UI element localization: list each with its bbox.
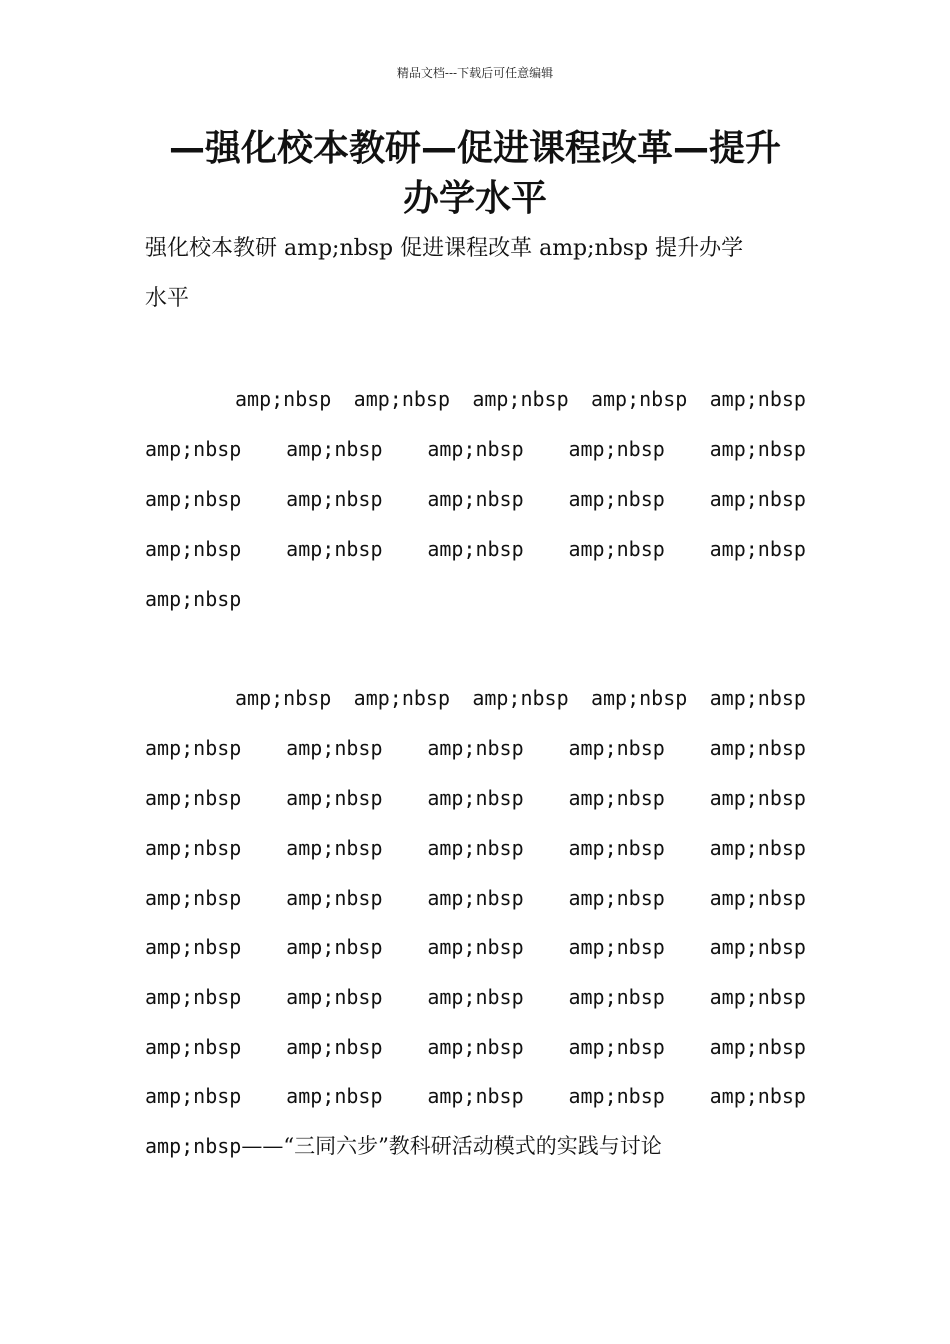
paragraph-2-line-1: [235, 673, 806, 723]
nbsp-token: amp;nbsp: [709, 786, 806, 810]
nbsp-token: amp;nbsp: [709, 736, 806, 760]
nbsp-token: amp;nbsp: [427, 886, 524, 910]
nbsp-token: amp;nbsp: [709, 487, 806, 511]
nbsp-token: amp;nbsp: [590, 387, 688, 411]
nbsp-token: amp;nbsp: [590, 686, 688, 710]
nbsp-token: amp;nbsp: [353, 387, 450, 411]
nbsp-token: amp;nbsp: [427, 786, 524, 810]
nbsp-token: amp;nbsp: [145, 736, 242, 760]
nbsp-token: amp;nbsp: [145, 836, 242, 860]
paragraph-2-line-3: [145, 773, 806, 823]
nbsp-token: amp;nbsp: [568, 786, 665, 810]
nbsp-token: amp;nbsp: [568, 736, 665, 760]
nbsp-token: amp;nbsp: [286, 935, 383, 959]
nbsp-token: amp;nbsp: [235, 686, 332, 710]
nbsp-token: amp;nbsp: [709, 886, 806, 910]
nbsp-token: amp;nbsp: [427, 836, 524, 860]
document-subtitle: [145, 224, 810, 324]
nbsp-token: amp;nbsp: [427, 537, 524, 561]
nbsp-token: amp;nbsp: [709, 985, 806, 1009]
nbsp-token: amp;nbsp: [145, 786, 242, 810]
title-line-1: —强化校本教研—促进课程改革—提升: [168, 128, 781, 169]
nbsp-token: amp;nbsp: [286, 1035, 383, 1059]
subtitle-line-1: 强化校本教研 amp;nbsp 促进课程改革 amp;nbsp 提升办学: [145, 236, 744, 261]
nbsp-token: amp;nbsp: [286, 886, 383, 910]
paragraph-1-line-1: [235, 374, 806, 424]
closing-text: ——“三同六步”教科研活动模式的实践与讨论: [241, 1134, 662, 1158]
nbsp-token: amp;nbsp: [568, 836, 665, 860]
paragraph-2-line-9: [145, 1071, 806, 1121]
paragraph-1-line-3: [145, 474, 806, 524]
nbsp-token: amp;nbsp: [145, 537, 242, 561]
nbsp-token: amp;nbsp: [427, 487, 524, 511]
nbsp-token: amp;nbsp: [427, 935, 524, 959]
nbsp-token: amp;nbsp: [568, 537, 665, 561]
nbsp-token: amp;nbsp: [427, 437, 524, 461]
nbsp-token: amp;nbsp: [145, 437, 242, 461]
paragraph-2-line-8: [145, 1022, 806, 1072]
subtitle-line-2: 水平: [145, 286, 190, 311]
nbsp-token: amp;nbsp: [286, 786, 383, 810]
nbsp-token: amp;nbsp: [472, 686, 569, 710]
nbsp-token: amp;nbsp: [568, 437, 665, 461]
nbsp-token: amp;nbsp: [568, 1035, 665, 1059]
nbsp-token: amp;nbsp: [709, 537, 806, 561]
nbsp-token: amp;nbsp: [145, 587, 242, 611]
paragraph-1-line-5: [145, 574, 806, 624]
nbsp-token: amp;nbsp: [568, 985, 665, 1009]
nbsp-token: amp;nbsp: [427, 1084, 524, 1108]
nbsp-token: amp;nbsp: [286, 537, 383, 561]
paragraph-2-line-4: [145, 823, 806, 873]
nbsp-token: amp;nbsp: [709, 387, 806, 411]
nbsp-token: amp;nbsp: [286, 487, 383, 511]
nbsp-token: amp;nbsp: [145, 1035, 242, 1059]
nbsp-token: amp;nbsp: [568, 935, 665, 959]
nbsp-token: amp;nbsp: [286, 1084, 383, 1108]
nbsp-token: amp;nbsp: [145, 487, 242, 511]
nbsp-token: amp;nbsp: [709, 437, 806, 461]
paragraph-2-line-2: [145, 723, 806, 773]
nbsp-token: amp;nbsp: [353, 686, 450, 710]
paragraph-2-closing-line: [145, 1121, 806, 1171]
document-title: [120, 124, 830, 224]
nbsp-token: amp;nbsp: [709, 935, 806, 959]
nbsp-token: amp;nbsp: [427, 736, 524, 760]
nbsp-token: amp;nbsp: [709, 1035, 806, 1059]
nbsp-token: amp;nbsp: [145, 1084, 242, 1108]
nbsp-token: amp;nbsp: [286, 985, 383, 1009]
nbsp-token: amp;nbsp: [568, 1084, 665, 1108]
nbsp-token: amp;nbsp: [568, 886, 665, 910]
closing-prefix: amp;nbsp: [145, 1134, 242, 1158]
paragraph-1-line-4: [145, 524, 806, 574]
nbsp-token: amp;nbsp: [286, 836, 383, 860]
paragraph-2-line-6: [145, 922, 806, 972]
nbsp-token: amp;nbsp: [286, 437, 383, 461]
nbsp-token: amp;nbsp: [235, 387, 332, 411]
nbsp-token: amp;nbsp: [427, 1035, 524, 1059]
nbsp-token: amp;nbsp: [145, 935, 242, 959]
nbsp-token: amp;nbsp: [427, 985, 524, 1009]
nbsp-token: amp;nbsp: [145, 886, 242, 910]
title-line-2: 办学水平: [402, 178, 547, 219]
paragraph-2-line-7: [145, 972, 806, 1022]
nbsp-token: amp;nbsp: [472, 387, 569, 411]
header-note: 精品文档---下载后可任意编辑: [396, 66, 554, 80]
nbsp-token: amp;nbsp: [568, 487, 665, 511]
nbsp-token: amp;nbsp: [145, 985, 242, 1009]
paragraph-1-line-2: [145, 424, 806, 474]
paragraph-2-line-5: [145, 873, 806, 923]
nbsp-token: amp;nbsp: [709, 836, 806, 860]
nbsp-token: amp;nbsp: [709, 1084, 806, 1108]
nbsp-token: amp;nbsp: [709, 686, 806, 710]
nbsp-token: amp;nbsp: [286, 736, 383, 760]
